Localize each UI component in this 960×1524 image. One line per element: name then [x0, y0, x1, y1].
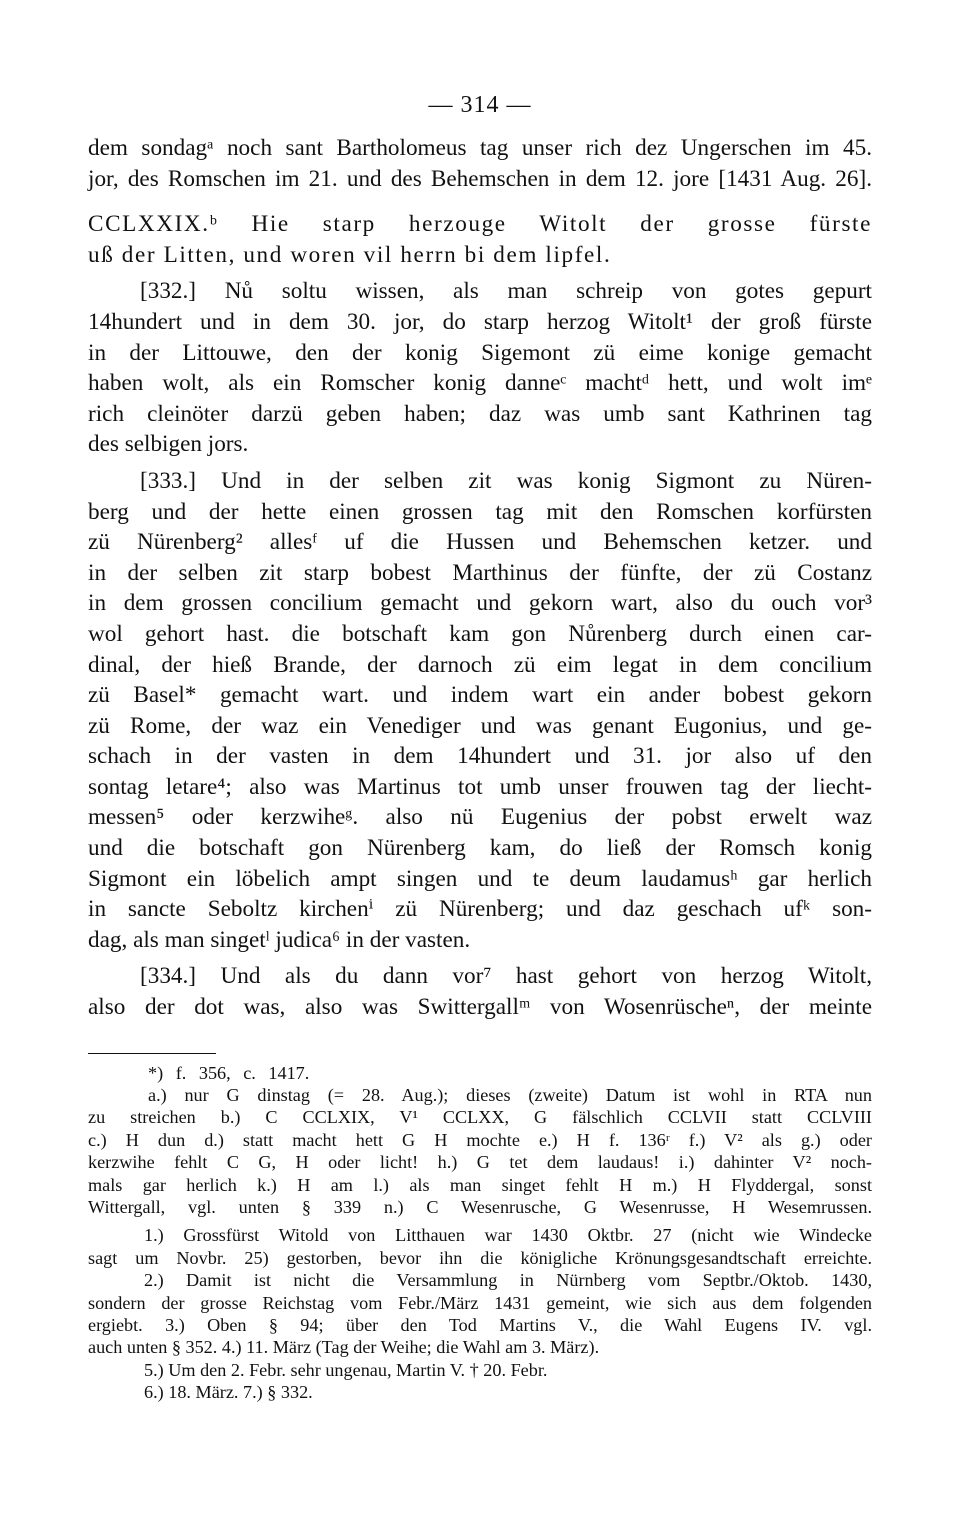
text-line: [332.] Nů soltu wissen, als man schreip von gotes gepurt: [140, 278, 872, 305]
text-line: rich cleinöter darzü geben haben; daz was umb sant Kathrinen tag: [88, 400, 872, 427]
text-line: [333.] Und in der selben zit was konig Sigmont zu Nüren-: [140, 467, 872, 494]
text-line: in der selben zit starp bobest Marthinus der fünfte, der zü Costanz: [88, 559, 872, 586]
text-line: in dem grossen concilium gemacht und gekorn wart, also du ouch vor³: [88, 590, 872, 617]
text-line: dinal, der hieß Brande, der darnoch zü eim legat in dem concilium: [88, 651, 872, 678]
page-number: — 314 —: [428, 92, 532, 118]
footnote-line: 1.) Grossfürst Witold von Litthauen war 1430 Oktbr. 27 (nicht wie Windecke: [144, 1225, 872, 1246]
text-line: haben wolt, als ein Romscher konig danneᶜ machtᵈ hett, und wolt imᵉ: [88, 370, 872, 397]
footnote-line: *) f. 356, c. 1417.: [148, 1062, 310, 1083]
text-line: jor, des Romschen im 21. und des Behemschen in dem 12. jore [1431 Aug. 26].: [88, 165, 872, 192]
footnote-line: 5.) Um den 2. Febr. sehr ungenau, Martin V. † 20. Febr.: [144, 1359, 548, 1380]
text-line: [334.] Und als du dann vor⁷ hast gehort von herzog Witolt,: [140, 963, 872, 990]
footnote-line: 2.) Damit ist nicht die Versammlung in Nürnberg vom Septbr./Oktob. 1430,: [144, 1270, 872, 1291]
text-line: Sigmont ein löbelich ampt singen und te deum laudamusʰ gar herlich: [88, 865, 872, 892]
text-line: 14hundert und in dem 30. jor, do starp herzog Witolt¹ der groß fürste: [88, 308, 872, 335]
footnote-line: zu streichen b.) C CCLXIX, V¹ CCLXX, G fälschlich CCLVII statt CCLVIII: [88, 1107, 872, 1128]
footnote-line: c.) H dun d.) statt macht hett G H mochte e.) H f. 136ʳ f.) V² als g.) oder: [88, 1129, 872, 1150]
text-line: dag, als man singetˡ judica⁶ in der vasten.: [88, 926, 471, 953]
text-line: zü Basel* gemacht wart. und indem wart ein ander bobest gekorn: [88, 682, 872, 709]
text-line: zü Rome, der waz ein Venediger und was genant Eugonius, und ge-: [88, 712, 872, 739]
chapter-heading-line: uß der Litten, und woren vil herrn bi dem lipfel.: [88, 241, 612, 268]
text-line: in der Littouwe, den der konig Sigemont zü eime konige gemacht: [88, 339, 872, 366]
text-line: messen⁵ oder kerzwiheᵍ. also nü Eugenius der pobst erwelt waz: [88, 804, 872, 831]
footnote-line: kerzwihe fehlt C G, H oder licht! h.) G tet dem laudaus! i.) dahinter V² noch-: [88, 1152, 872, 1173]
footnotes: [88, 1062, 872, 1404]
text-line: dem sondagᵃ noch sant Bartholomeus tag unser rich dez Ungerschen im 45.: [88, 135, 872, 161]
footnote-line: Wittergall, vgl. unten § 339 n.) C Wesenrusche, G Wesenrusse, H Wesemrussen.: [88, 1196, 872, 1217]
main-text: [88, 133, 872, 1023]
text-line: in sancte Seboltz kirchenⁱ zü Nürenberg; und daz geschach ufᵏ son-: [88, 896, 872, 923]
text-line: des selbigen jors.: [88, 431, 249, 458]
text-line: also der dot was, also was Swittergallᵐ von Wosenrüscheⁿ, der meinte: [88, 994, 872, 1021]
text-line: und die botschaft gon Nürenberg kam, do ließ der Romsch konig: [88, 835, 872, 862]
footnote-line: a.) nur G dinstag (= 28. Aug.); dieses (zweite) Datum ist wohl in RTA nun: [148, 1085, 872, 1106]
text-line: sontag letare⁴; also was Martinus tot umb unser frouwen tag der liecht-: [88, 773, 872, 800]
text-line: berg und der hette einen grossen tag mit den Romschen korfürsten: [88, 498, 872, 525]
chapter-heading-line: CCLXXIX.ᵇ Hie starp herzouge Witolt der grosse fürste: [88, 211, 872, 238]
text-line: wol gehort hast. die botschaft kam gon Nůrenberg durch einen car-: [88, 620, 872, 647]
text-line: zü Nürenberg² allesᶠ uf die Hussen und Behemschen ketzer. und: [88, 529, 872, 556]
footnote-divider: [88, 1053, 216, 1054]
footnote-line: sagt um Novbr. 25) gestorben, bevor ihn die königliche Krönungsgesandtschaft erreichte.: [88, 1247, 872, 1268]
text-line: schach in der vasten in dem 14hundert und 31. jor also uf den: [88, 743, 872, 770]
footnote-line: ergiebt. 3.) Oben § 94; über den Tod Martins V., die Wahl Eugens IV. vgl.: [88, 1314, 872, 1335]
footnote-line: auch unten § 352. 4.) 11. März (Tag der Weihe; die Wahl am 3. März).: [88, 1337, 600, 1358]
footnote-line: sondern der grosse Reichstag vom Febr./März 1431 gemeint, wie sich aus dem folgenden: [88, 1292, 872, 1313]
footnote-line: 6.) 18. März. 7.) § 332.: [144, 1382, 313, 1403]
footnote-line: mals gar herlich k.) H am l.) als man singet fehlt H m.) H Flyddergal, sonst: [88, 1174, 872, 1195]
